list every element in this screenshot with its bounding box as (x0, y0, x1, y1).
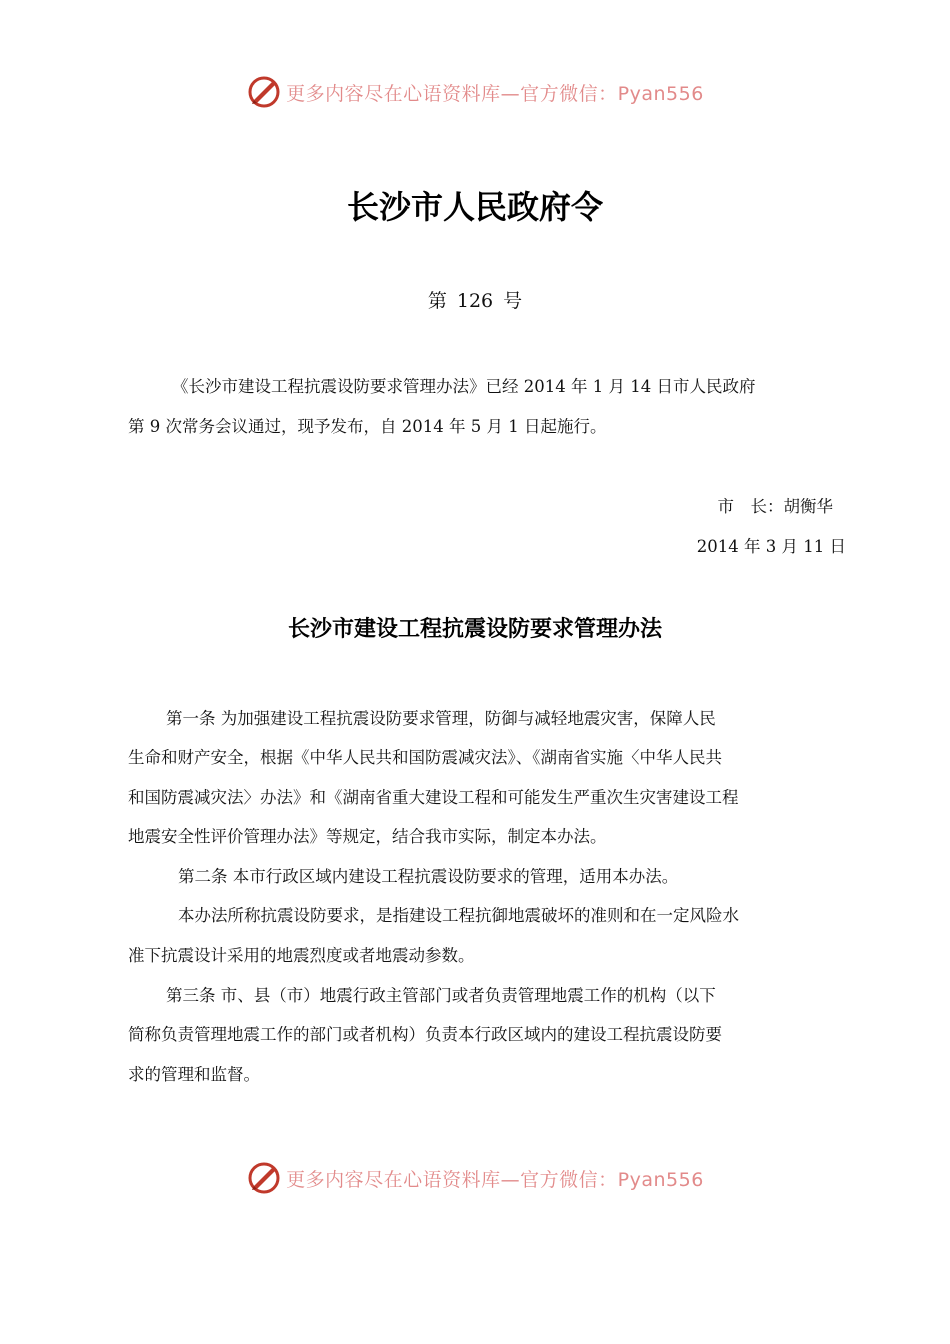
article-2-line: 第二条 本市行政区域内建设工程抗震设防要求的管理，适用本办法。 (178, 867, 679, 886)
order-number: 第 126 号 (427, 290, 523, 312)
article-1-line: 和国防震减灾法〉办法》和《湖南省重大建设工程和可能发生严重次生灾害建设工程 (128, 788, 739, 807)
pen-logo-icon (246, 74, 282, 110)
header-watermark-banner (0, 72, 950, 112)
article-2-definition-line: 本办法所称抗震设防要求，是指建设工程抗御地震破坏的准则和在一定风险水 (178, 906, 739, 925)
article-1-line: 第一条 为加强建设工程抗震设防要求管理，防御与减轻地震灾害，保障人民 (166, 709, 716, 728)
article-3-line: 简称负责管理地震工作的部门或者机构）负责本行政区域内的建设工程抗震设防要 (128, 1025, 722, 1044)
article-1-line: 生命和财产安全，根据《中华人民共和国防震减灾法》、《湖南省实施〈中华人民共 (128, 748, 722, 767)
article-3-line: 第三条 市、县（市）地震行政主管部门或者负责管理地震工作的机构（以下 (166, 986, 716, 1005)
mayor-signature: 市 长：胡衡华 (717, 497, 833, 516)
pen-logo-icon (246, 1160, 282, 1196)
signature-date: 2014 年 3 月 11 日 (696, 537, 846, 556)
footer-watermark-banner (0, 1158, 950, 1198)
regulation-title: 长沙市建设工程抗震设防要求管理办法 (287, 617, 662, 642)
article-1-line: 地震安全性评价管理办法》等规定，结合我市实际，制定本办法。 (128, 827, 607, 846)
document-title: 长沙市人民政府令 (346, 188, 603, 226)
announcement-line-2: 第 9 次常务会议通过，现予发布，自 2014 年 5 月 1 日起施行。 (128, 417, 607, 436)
article-3-line: 求的管理和监督。 (128, 1065, 260, 1084)
article-2-definition-line: 准下抗震设计采用的地震烈度或者地震动参数。 (128, 946, 475, 965)
banner-text: 更多内容尽在心语资料库—官方微信：Pyan556 (286, 82, 704, 105)
announcement-line-1: 《长沙市建设工程抗震设防要求管理办法》已经 2014 年 1 月 14 日市人民政府 (172, 377, 756, 396)
banner-text: 更多内容尽在心语资料库—官方微信：Pyan556 (286, 1168, 704, 1191)
